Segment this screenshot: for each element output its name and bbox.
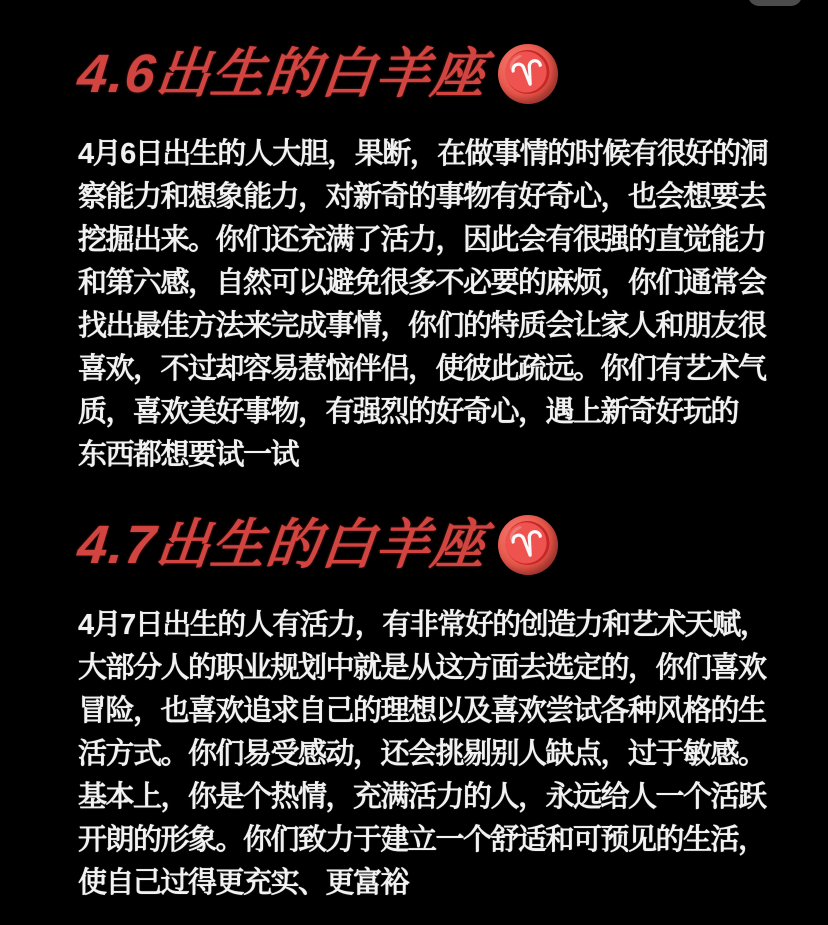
aries-icon	[492, 38, 563, 109]
aries-icon	[492, 509, 563, 580]
text-line: 活方式。你们易受感动，还会挑剔别人缺点，过于敏感。	[78, 738, 766, 770]
heading-text: 4.7出生的白羊座	[74, 515, 490, 575]
text-line: 找出最佳方法来完成事情，你们的特质会让家人和朋友很	[78, 310, 766, 342]
text-line: 喜欢，不过却容易惹恼伴侣，使彼此疏远。你们有艺术气	[78, 353, 766, 385]
aries-symbol-glyph: ♈	[498, 517, 557, 571]
section-heading-april-6	[74, 40, 788, 108]
text-line: 东西都想要试一试	[78, 439, 299, 471]
text-line: 质，喜欢美好事物，有强烈的好奇心，遇上新奇好玩的	[78, 396, 739, 428]
text-line: 4月7日出生的人有活力，有非常好的创造力和艺术天赋，	[78, 609, 768, 641]
text-line: 使自己过得更充实、更富裕	[78, 867, 409, 899]
text-line: 冒险，也喜欢追求自己的理想以及喜欢尝试各种风格的生	[78, 695, 766, 727]
text-line: 挖掘出来。你们还充满了活力，因此会有很强的直觉能力	[78, 224, 766, 256]
paragraph-april-7	[78, 604, 788, 905]
text-line: 大部分人的职业规划中就是从这方面去选定的，你们喜欢	[78, 652, 766, 684]
paragraph-april-6	[78, 133, 788, 477]
section-heading-april-7	[74, 511, 788, 579]
text-line: 基本上，你是个热情，充满活力的人，永远给人一个活跃	[78, 781, 766, 813]
top-right-notch	[748, 0, 802, 6]
section-april-7	[0, 511, 828, 905]
text-line: 4月6日出生的人大胆，果断，在做事情的时候有很好的洞	[78, 138, 768, 170]
text-line: 察能力和想象能力，对新奇的事物有好奇心，也会想要去	[78, 181, 766, 213]
heading-text: 4.6出生的白羊座	[74, 44, 490, 104]
aries-symbol-glyph: ♈	[498, 46, 557, 100]
text-line: 开朗的形象。你们致力于建立一个舒适和可预见的生活，	[78, 824, 766, 856]
text-line: 和第六感，自然可以避免很多不必要的麻烦，你们通常会	[78, 267, 766, 299]
